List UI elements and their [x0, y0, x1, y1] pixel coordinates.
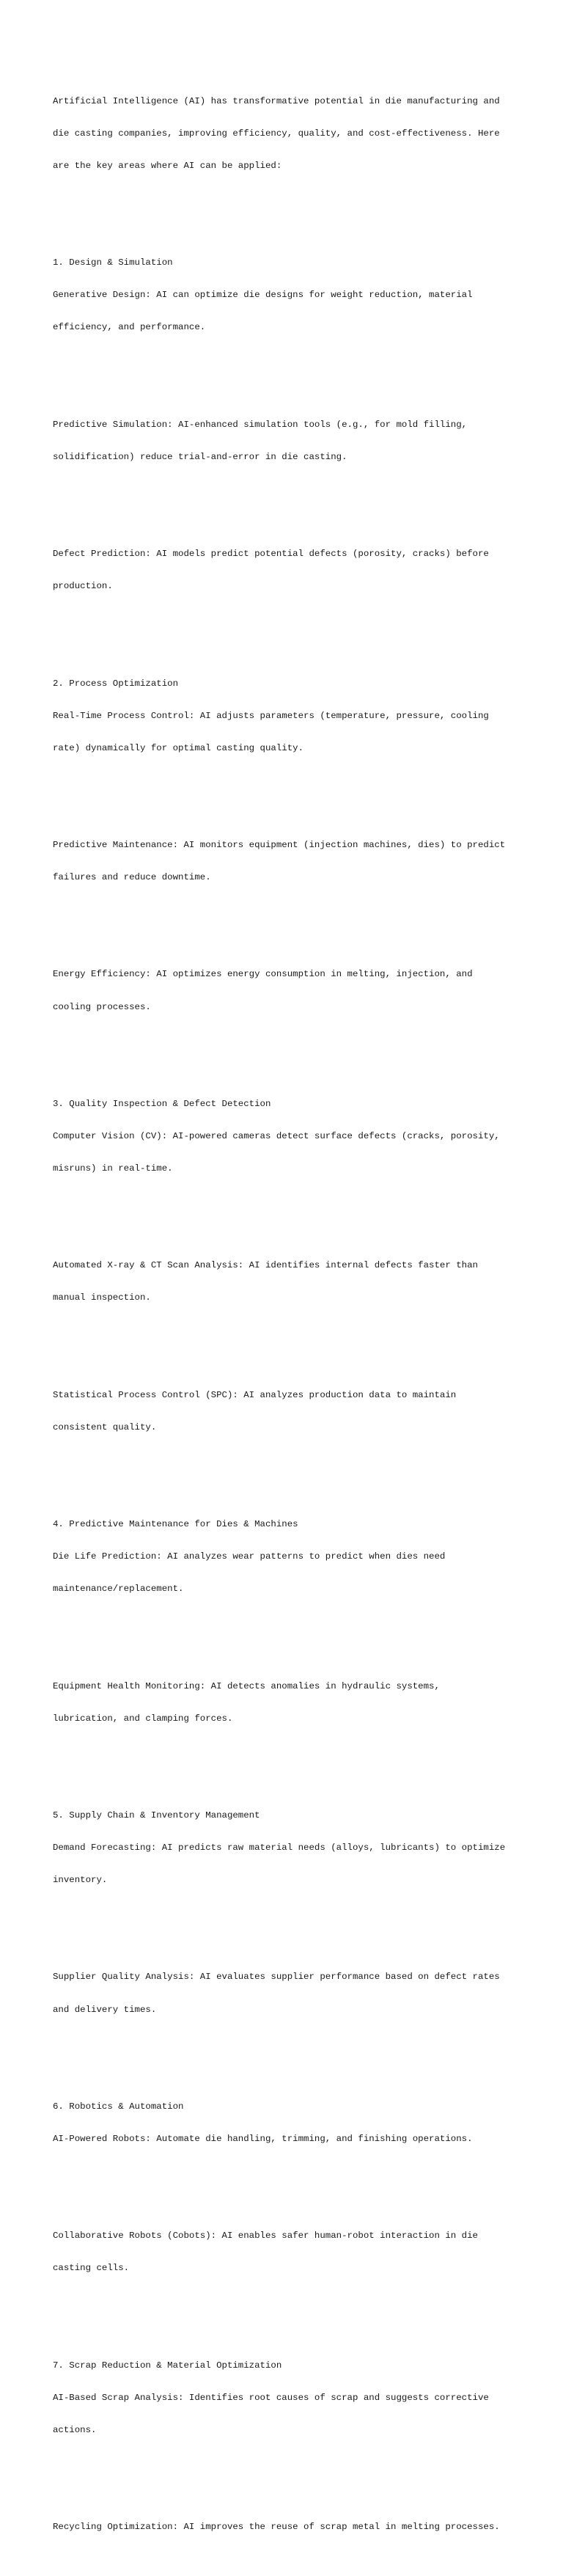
paragraph-cobots	[53, 2209, 522, 2296]
text-line: solidification) reduce trial-and-error in die casting.	[53, 451, 347, 462]
text-line: Predictive Maintenance: AI monitors equipment (injection machines, dies) to predict	[53, 840, 506, 851]
section-heading: 3. Quality Inspection & Defect Detection	[53, 1098, 271, 1109]
section-heading: 2. Process Optimization	[53, 678, 179, 689]
text-line: Real-Time Process Control: AI adjusts parameters (temperature, pressure, cooling	[53, 710, 489, 721]
section-process-optimization	[53, 656, 522, 775]
text-line: Collaborative Robots (Cobots): AI enables safer human-robot interaction in die	[53, 2231, 478, 2242]
text-line: rate) dynamically for optimal casting quality.	[53, 742, 304, 753]
paragraph-recycling-optimization	[53, 2500, 522, 2555]
text-line: maintenance/replacement.	[53, 1584, 184, 1595]
paragraph-equipment-health	[53, 1659, 522, 1746]
text-line: Generative Design: AI can optimize die designs for weight reduction, material	[53, 290, 473, 301]
text-line: casting cells.	[53, 2263, 130, 2274]
paragraph-predictive-maintenance	[53, 819, 522, 905]
section-predictive-maintenance-dies	[53, 1498, 522, 1617]
text-line: die casting companies, improving efficiency, quality, and cost-effectiveness. Here	[53, 128, 500, 139]
paragraph-energy-efficiency	[53, 948, 522, 1034]
section-quality-inspection	[53, 1077, 522, 1196]
text-line: failures and reduce downtime.	[53, 872, 211, 883]
text-line: cooling processes.	[53, 1001, 151, 1012]
text-line: Equipment Health Monitoring: AI detects anomalies in hydraulic systems,	[53, 1680, 440, 1691]
text-line: lubrication, and clamping forces.	[53, 1713, 233, 1724]
section-heading: 5. Supply Chain & Inventory Management	[53, 1810, 260, 1821]
section-heading: 6. Robotics & Automation	[53, 2101, 184, 2112]
text-line: AI-Based Scrap Analysis: Identifies root causes of scrap and suggests corrective	[53, 2392, 489, 2403]
section-robotics-automation	[53, 2079, 522, 2166]
paragraph-defect-prediction	[53, 527, 522, 614]
paragraph-spc	[53, 1368, 522, 1455]
text-line: Recycling Optimization: AI improves the reuse of scrap metal in melting processes.	[53, 2522, 500, 2533]
text-line: Demand Forecasting: AI predicts raw material needs (alloys, lubricants) to optimize	[53, 1843, 506, 1854]
section-heading: 4. Predictive Maintenance for Dies & Machines	[53, 1519, 298, 1530]
section-heading: 1. Design & Simulation	[53, 257, 173, 268]
text-line: efficiency, and performance.	[53, 322, 206, 333]
intro-paragraph	[53, 74, 522, 193]
text-line: Energy Efficiency: AI optimizes energy consumption in melting, injection, and	[53, 969, 473, 980]
text-line: misruns) in real-time.	[53, 1163, 173, 1174]
text-line: manual inspection.	[53, 1292, 151, 1303]
section-supply-chain	[53, 1789, 522, 1908]
text-line: AI-Powered Robots: Automate die handling, trimming, and finishing operations.	[53, 2133, 473, 2144]
text-line: production.	[53, 581, 113, 592]
text-line: consistent quality.	[53, 1421, 157, 1432]
paragraph-predictive-simulation	[53, 398, 522, 484]
section-scrap-reduction	[53, 2338, 522, 2457]
text-line: Automated X-ray & CT Scan Analysis: AI identifies internal defects faster than	[53, 1260, 478, 1271]
section-heading: 7. Scrap Reduction & Material Optimization	[53, 2360, 282, 2371]
paragraph-xray-ct-analysis	[53, 1239, 522, 1325]
text-line: Computer Vision (CV): AI-powered cameras detect surface defects (cracks, porosity,	[53, 1130, 500, 1141]
text-line: Die Life Prediction: AI analyzes wear patterns to predict when dies need	[53, 1551, 446, 1562]
text-line: Statistical Process Control (SPC): AI analyzes production data to maintain	[53, 1389, 457, 1400]
text-line: Supplier Quality Analysis: AI evaluates supplier performance based on defect rates	[53, 1972, 500, 1983]
text-line: actions.	[53, 2424, 97, 2435]
section-design-simulation	[53, 236, 522, 355]
document-page	[53, 53, 522, 2576]
text-line: inventory.	[53, 1875, 108, 1886]
text-line: and delivery times.	[53, 2004, 157, 2015]
text-line: are the key areas where AI can be applied:	[53, 161, 282, 171]
text-line: Predictive Simulation: AI-enhanced simulation tools (e.g., for mold filling,	[53, 419, 468, 430]
paragraph-supplier-quality	[53, 1950, 522, 2037]
text-line: Defect Prediction: AI models predict potential defects (porosity, cracks) before	[53, 549, 489, 560]
text-line: Artificial Intelligence (AI) has transformative potential in die manufacturing and	[53, 95, 500, 106]
